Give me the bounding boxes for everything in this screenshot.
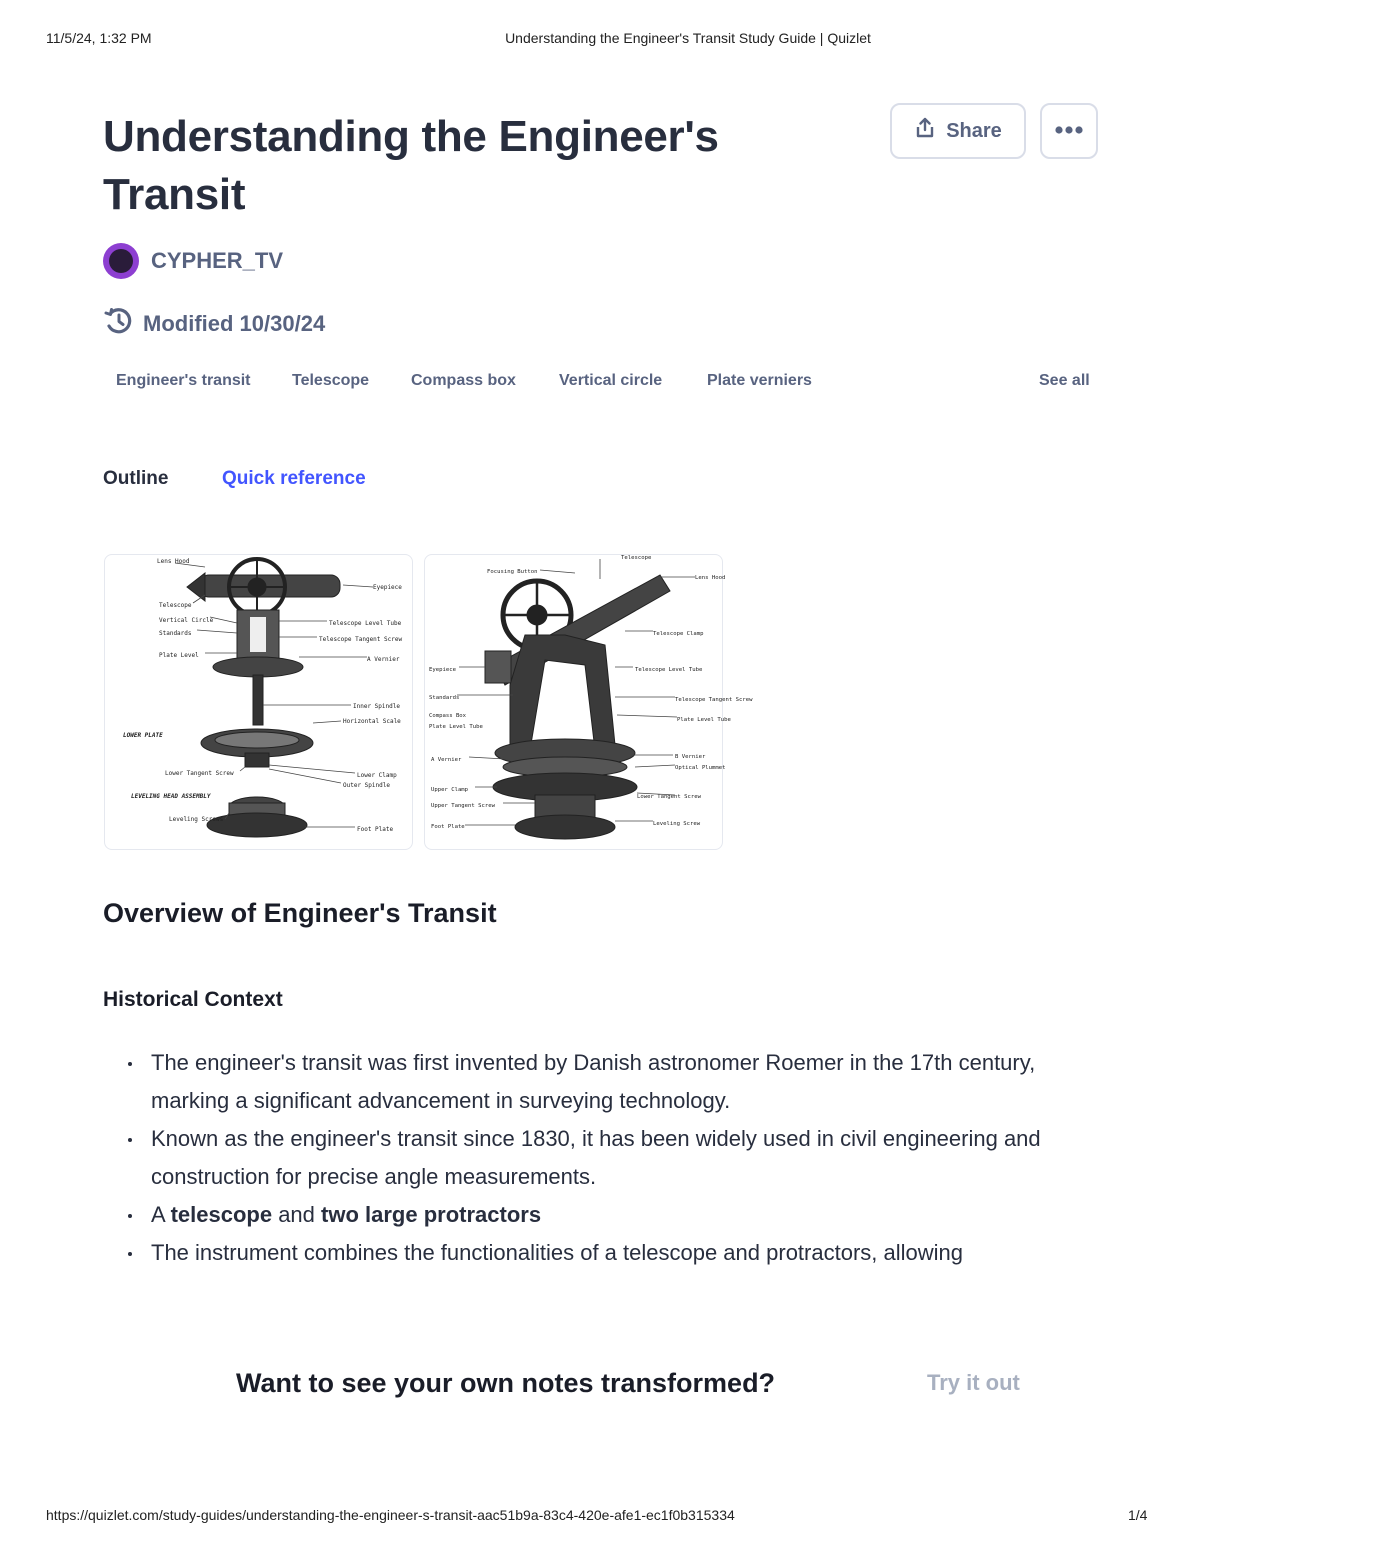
transit-exploded-diagram[interactable] bbox=[104, 554, 413, 850]
bullet-text: A bbox=[151, 1202, 171, 1227]
d1-label: A Vernier bbox=[367, 656, 400, 663]
d2-label: Lower Tangent Screw bbox=[637, 794, 701, 800]
d1-label: Foot Plate bbox=[357, 826, 394, 833]
print-page-title: Understanding the Engineer's Transit Study Guide | Quizlet bbox=[505, 30, 871, 46]
print-url: https://quizlet.com/study-guides/understanding-the-engineer-s-transit-aac51b9a-83c4-420e-afe1-ec1f0b315334 bbox=[46, 1507, 735, 1523]
try-it-out-link[interactable]: Try it out bbox=[927, 1370, 1020, 1395]
d2-label: Telescope Tangent Screw bbox=[675, 697, 753, 703]
d2-label: Upper Clamp bbox=[431, 787, 469, 793]
print-page-number: 1/4 bbox=[1128, 1507, 1148, 1523]
d1-label: Inner Spindle bbox=[353, 703, 400, 710]
share-button[interactable] bbox=[890, 103, 1026, 159]
author-name: CYPHER_TV bbox=[151, 248, 284, 273]
author[interactable] bbox=[103, 243, 283, 279]
topic-tags bbox=[103, 372, 1098, 396]
bold-term: telescope bbox=[170, 1202, 273, 1227]
d2-label: Foot Plate bbox=[431, 824, 465, 830]
list-item: The instrument combines the functionalities of a telescope and protractors, allowing bbox=[103, 1234, 1063, 1272]
section-heading: Overview of Engineer's Transit bbox=[103, 898, 497, 928]
d2-label: B Vernier bbox=[675, 754, 706, 760]
d2-label: Optical Plummet bbox=[675, 765, 726, 771]
list-item: Known as the engineer's transit since 1830, it has been widely used in civil engineering and construction for precise angle measurements. bbox=[103, 1120, 1063, 1196]
d2-label: Standards bbox=[429, 695, 460, 701]
d1-label: Horizontal Scale bbox=[343, 718, 401, 725]
d1-label: Plate Level bbox=[159, 652, 199, 659]
d2-label: Plate Level Tube bbox=[677, 717, 731, 723]
tab-outline[interactable]: Outline bbox=[103, 468, 169, 489]
d1-label: Telescope bbox=[159, 602, 192, 609]
d1-label: LOWER PLATE bbox=[123, 732, 163, 739]
transit-exploded-svg bbox=[105, 555, 412, 849]
more-options-button[interactable] bbox=[1040, 103, 1098, 159]
subsection-heading: Historical Context bbox=[103, 988, 283, 1011]
d1-label: Eyepiece bbox=[373, 584, 402, 591]
d2-label: A Vernier bbox=[431, 757, 462, 763]
bullet-text: and bbox=[272, 1202, 322, 1227]
cta-text: Want to see your own notes transformed? bbox=[236, 1368, 776, 1398]
d1-label: Outer Spindle bbox=[343, 782, 390, 789]
transit-assembled-diagram[interactable] bbox=[424, 554, 753, 850]
d1-label: LEVELING HEAD ASSEMBLY bbox=[131, 793, 211, 800]
list-item bbox=[103, 1196, 1063, 1234]
share-icon bbox=[914, 117, 936, 145]
d2-label: Telescope Clamp bbox=[653, 631, 704, 637]
see-all-link[interactable]: See all bbox=[1039, 372, 1090, 389]
d2-label: Upper Tangent Screw bbox=[431, 803, 495, 809]
d2-label: Lens Hood bbox=[695, 575, 726, 581]
d1-label: Telescope Tangent Screw bbox=[319, 636, 403, 643]
d1-label: Standards bbox=[159, 630, 192, 637]
d2-label: Focusing Button bbox=[487, 569, 538, 575]
d1-label: Telescope Level Tube bbox=[329, 620, 402, 627]
share-label: Share bbox=[946, 119, 1002, 142]
d1-label: Vertical Circle bbox=[159, 617, 214, 624]
transit-assembled-svg bbox=[425, 555, 753, 849]
d2-label: Telescope Level Tube bbox=[635, 667, 703, 673]
d2-label: Compass Box bbox=[429, 713, 467, 719]
tag-plate-verniers[interactable]: Plate verniers bbox=[707, 372, 812, 389]
page-title: Understanding the Engineer's Transit bbox=[103, 112, 719, 219]
d1-label: Leveling Screws bbox=[169, 816, 224, 823]
d2-label: Plate Level Tube bbox=[429, 724, 483, 730]
modified-date: Modified 10/30/24 bbox=[143, 311, 326, 336]
bullet-list bbox=[103, 1044, 1063, 1272]
print-datetime: 11/5/24, 1:32 PM bbox=[46, 30, 152, 46]
d2-label: Eyepiece bbox=[429, 667, 456, 673]
more-icon bbox=[1054, 122, 1084, 140]
bold-term: two large protractors bbox=[321, 1202, 542, 1227]
d1-label: Lens Hood bbox=[157, 558, 190, 565]
list-item: The engineer's transit was first invented by Danish astronomer Roemer in the 17th century, marking a significant advancement in surveying technology. bbox=[103, 1044, 1063, 1120]
tag-telescope[interactable]: Telescope bbox=[292, 372, 370, 389]
tag-compass-box[interactable]: Compass box bbox=[411, 372, 516, 389]
modified-info bbox=[103, 305, 325, 343]
tag-engineers-transit[interactable]: Engineer's transit bbox=[116, 372, 251, 389]
avatar bbox=[103, 243, 139, 279]
d2-label: Telescope bbox=[621, 555, 652, 561]
tab-quick-reference[interactable]: Quick reference bbox=[222, 468, 366, 489]
d2-label: Leveling Screw bbox=[653, 821, 701, 827]
d1-label: Lower Clamp bbox=[357, 772, 397, 779]
history-icon bbox=[103, 305, 135, 343]
tag-vertical-circle[interactable]: Vertical circle bbox=[559, 372, 663, 389]
d1-label: Lower Tangent Screw bbox=[165, 770, 234, 777]
